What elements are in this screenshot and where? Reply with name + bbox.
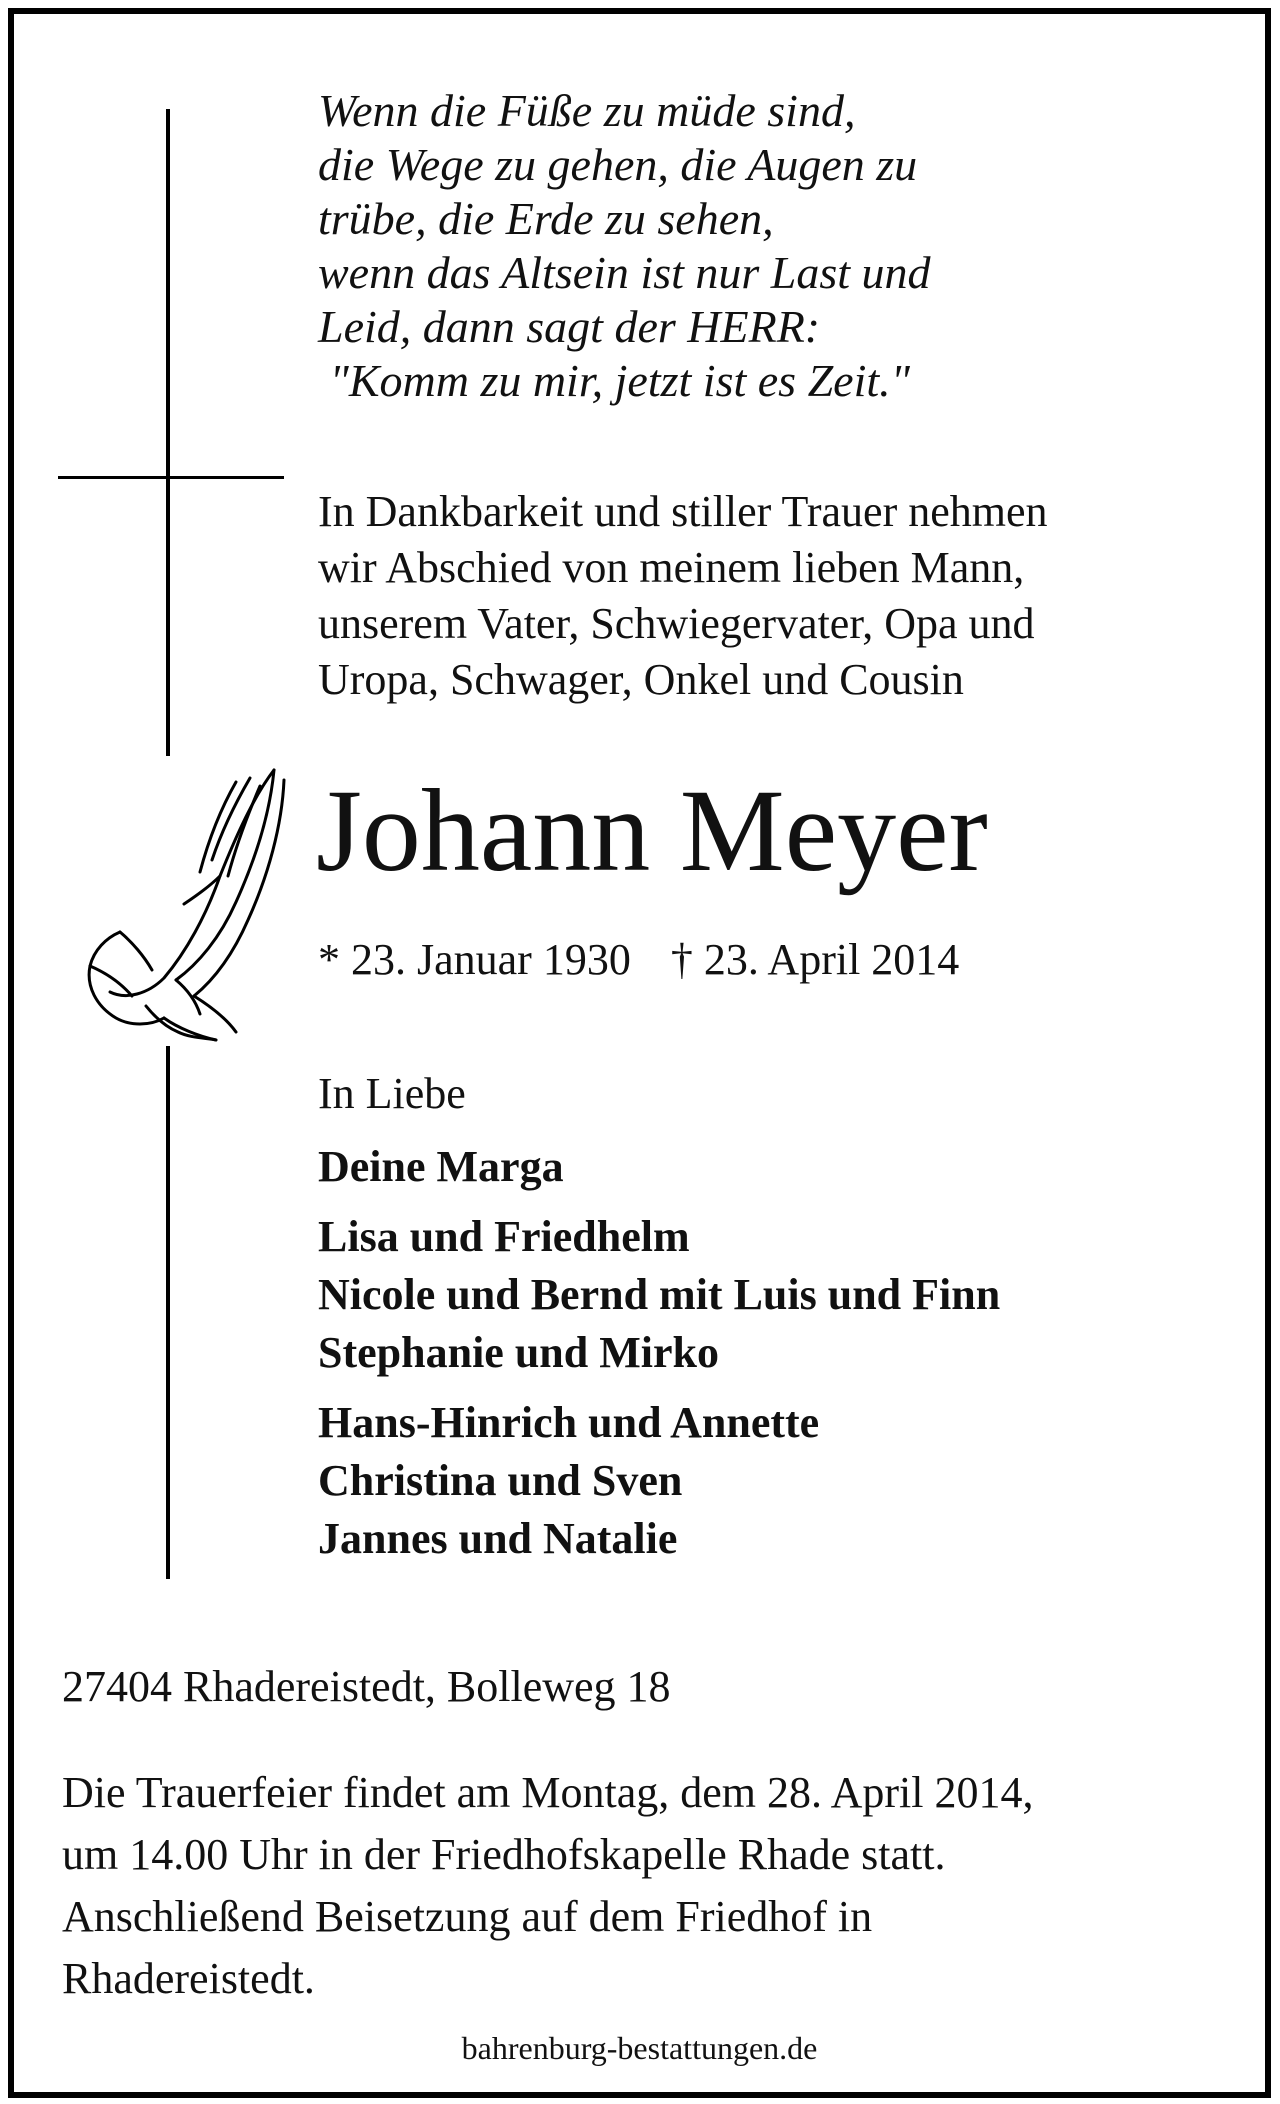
mourners-list [318,1138,1000,1580]
deceased-name: Johann Meyer [316,765,988,896]
death-date: † 23. April 2014 [670,935,960,984]
mourner-line: Lisa und Friedhelm [318,1212,690,1261]
mourner-line: Jannes und Natalie [318,1514,678,1563]
poem: Wenn die Füße zu müde sind, die Wege zu gehen, die Augen zu trübe, die Erde zu sehen, wenn das Altsein ist nur Last und Leid, dann sagt der HERR: "Komm zu mir, jetzt ist es Zeit." [318,85,931,406]
praying-hands-icon [60,756,290,1046]
mourners-intro: In Liebe [318,1069,466,1118]
obituary-notice [8,8,1271,2098]
mourner-line: Nicole und Bernd mit Luis und Finn [318,1270,1001,1319]
intro-text: In Dankbarkeit und stiller Trauer nehmen wir Abschied von meinem lieben Mann, unserem Vater, Schwiegervater, Opa und Uropa, Schwager, Onkel und Cousin [318,487,1048,704]
mourner-line: Deine Marga [318,1142,564,1191]
mourner-group [318,1394,1000,1568]
life-dates [318,932,959,988]
mourner-group [318,1138,1000,1196]
mourner-group [318,1208,1000,1382]
mourner-line: Stephanie und Mirko [318,1328,719,1377]
mourner-line: Hans-Hinrich und Annette [318,1398,820,1447]
website-footer: bahrenburg-bestattungen.de [461,2030,818,2066]
address: 27404 Rhadereistedt, Bolleweg 18 [62,1662,671,1711]
birth-date: * 23. Januar 1930 [318,935,631,984]
service-details: Die Trauerfeier findet am Montag, dem 28. April 2014, um 14.00 Uhr in der Friedhofskapelle Rhade statt. Anschließend Beisetzung auf dem Friedhof in Rhadereistedt. [62,1768,1034,2003]
mourner-line: Christina und Sven [318,1456,683,1505]
cross-bar [58,476,284,479]
